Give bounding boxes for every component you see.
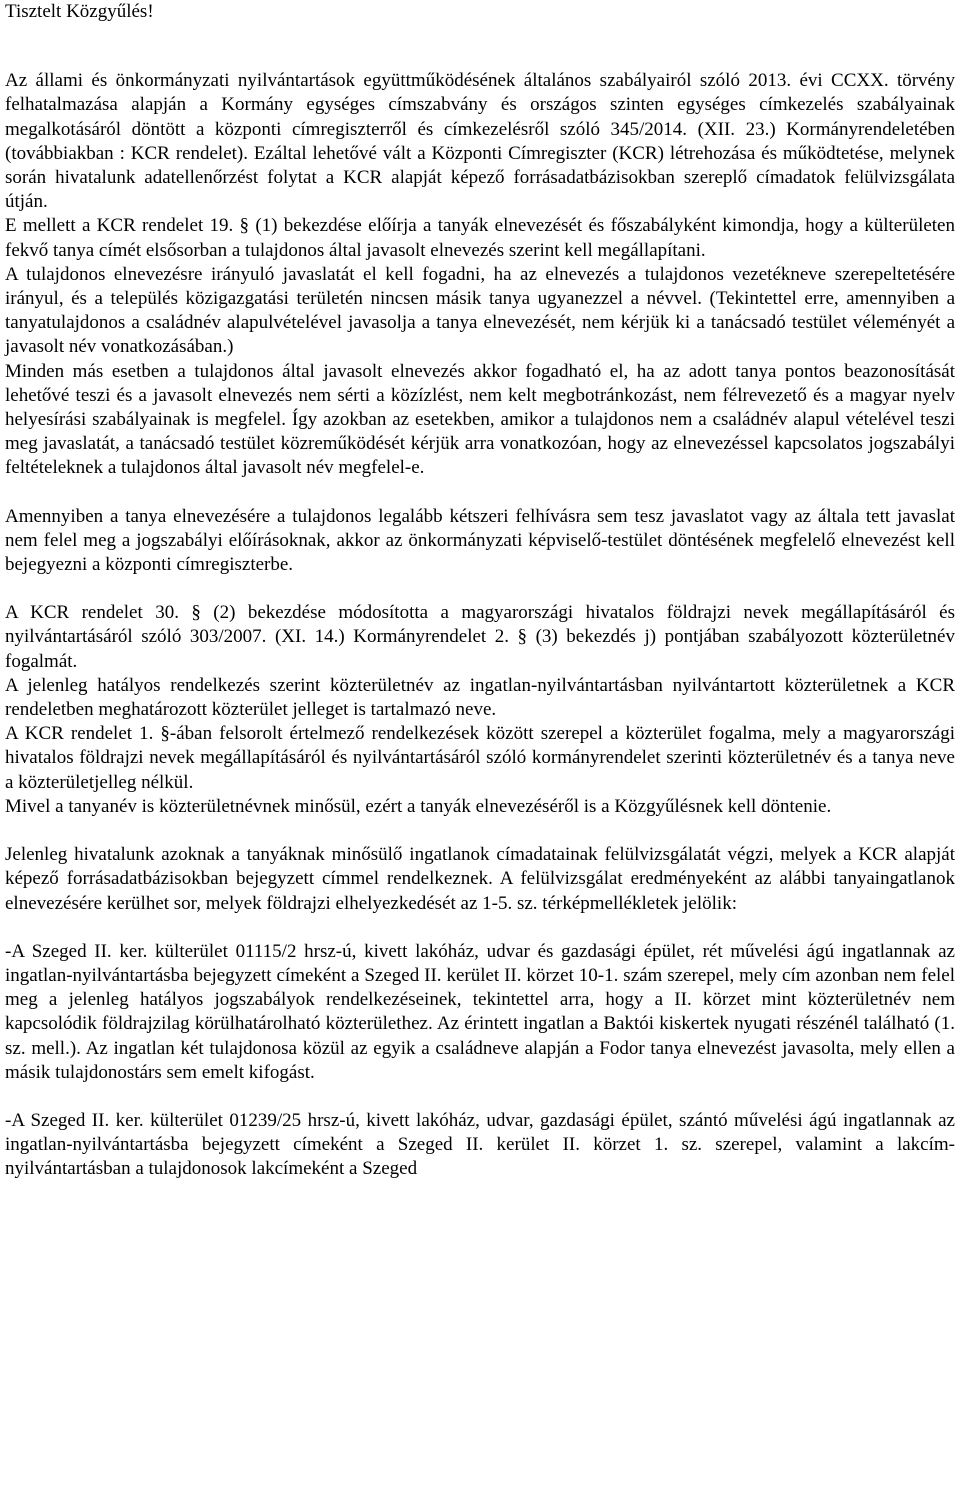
greeting: Tisztelt Közgyűlés! (5, 1, 154, 22)
paragraph-property-01115: -A Szeged II. ker. külterület 01115/2 hrsz-ú, kivett lakóház, udvar és gazdasági épület, rét művelési ágú ingatlannak az ingatlan-nyilvántartásba bejegyzett címeként a Szeged II. kerület II. körzet 10-1. szám szerepel, mely cím azonban nem felel meg a jelenleg hatályos jogszabályok rendelkezéseinek, tekintettel arra, hogy a II. körzet mint közterületnév nem kapcsolódik földrajzilag körülhatárolható közterülethez. Az érintett ingatlan a Baktói kiskertek nyugati részénél található (1. sz. mell.). Az ingatlan két tulajdonosa közül az egyik a családneve alapján a Fodor tanya elnevezést javasolta, mely ellen a másik tulajdonostárs sem emelt kifogást. (5, 940, 955, 1083)
paragraph-assembly-decision: Mivel a tanyanév is közterületnévnek minősül, ezért a tanyák elnevezéséről is a Közgyűlésnek kell döntenie. (5, 795, 832, 817)
paragraph-no-proposal: Amennyiben a tanya elnevezésére a tulajdonos legalább kétszeri felhívásra sem tesz javaslatot vagy az általa tett javaslat nem felel meg a jogszabályi előírásoknak, akkor az önkormányzati képviselő-testület döntésének megfelelő elnevezést kell bejegyezni a központi címregiszterbe. (5, 505, 955, 576)
paragraph-section-19: E mellett a KCR rendelet 19. § (1) bekezdése előírja a tanyák elnevezését és főszabályként kimondja, hogy a külterületen fekvő tanya címét elsősorban a tulajdonos által javasolt elnevezés szerint kell megállapítani. (5, 215, 955, 261)
spacer (5, 481, 955, 505)
paragraph-section-1: A KCR rendelet 1. §-ában felsorolt értelmező rendelkezések között szerepel a közterület fogalma, mely a magyarországi hivatalos földrajzi nevek megállapításáról és nyilvántartásáról szóló kormányrendelet szerinti közterületnév és a tanya neve a közterületjelleg nélkül. (5, 723, 955, 793)
paragraph-property-01239: -A Szeged II. ker. külterület 01239/25 hrsz-ú, kivett lakóház, udvar, gazdasági épület, szántó művelési ágú ingatlannak az ingatlan-nyilvántartásba bejegyzett címeként a Szeged II. kerület II. körzet 1. sz. szerepel, valamint a lakcím-nyilvántartásban a tulajdonosok lakcímeként a Szeged (5, 1109, 955, 1180)
spacer (5, 577, 955, 601)
paragraph-owner-proposal: A tulajdonos elnevezésre irányuló javaslatát el kell fogadni, ha az elnevezés a tulajdonos vezetékneve szerepeltetésére irányul, és a település közigazgatási területén nincsen másik tanya ugyanezzel a névvel. (Tekintettel erre, amennyiben a tanyatulajdonos a családnév alapulvételével javasolja a tanya elnevezését, nem kérjük ki a tanácsadó testület véleményét a javasolt név vonatkozásában.) (5, 263, 955, 358)
paragraph-intro: Az állami és önkormányzati nyilvántartások együttműködésének általános szabályairól szóló 2013. évi CCXX. törvény felhatalmazása alapján a Kormány egységes címszabvány és országos szinten egységes címkezelés szabályainak megalkotásáról döntött a központi címregiszterről és címkezelésről szóló 345/2014. (XII. 23.) Kormányrendeletében (továbbiakban : KCR rendelet). Ezáltal lehetővé vált a Központi Címregiszter (KCR) létrehozása és működtetése, melynek során hivatalunk adatellenőrzést folytat a KCR alapját képező forrásadatbázisokban szereplő címadatok felülvizsgálata útján. (5, 70, 955, 213)
spacer (5, 916, 955, 940)
paragraph-other-cases: Minden más esetben a tulajdonos által javasolt elnevezés akkor fogadható el, ha az adott tanya pontos beazonosítását lehetővé teszi és a javasolt elnevezés nem sérti a közízlést, nem kelt megbotránkozást, nem félrevezető és a magyar nyelv helyesírási szabályainak is megfelel. Így azokban az esetekben, amikor a tulajdonos nem a családnév alapul vételével teszi meg javaslatát, a tanácsadó testület közreműködését kérjük arra vonatkozóan, hogy az elnevezéssel kapcsolatos jogszabályi feltételeknek a tulajdonos által javasolt név megfelel-e. (5, 360, 955, 479)
paragraph-current-rule: A jelenleg hatályos rendelkezés szerint közterületnév az ingatlan-nyilvántartásban nyilvántartott közterületnek a KCR rendeletben meghatározott közterület jelleget is tartalmazó neve. (5, 674, 955, 721)
paragraph-section-30: A KCR rendelet 30. § (2) bekezdése módosította a magyarországi hivatalos földrajzi nevek megállapításáról és nyilvántartásáról szóló 303/2007. (XI. 14.) Kormányrendelet 2. § (3) bekezdés j) pontjában szabályozott közterületnév fogalmát. (5, 602, 955, 672)
spacer (5, 24, 955, 69)
spacer (5, 1085, 955, 1109)
paragraph-review: Jelenleg hivatalunk azoknak a tanyáknak minősülő ingatlanok címadatainak felülvizsgálatát végzi, melyek a KCR alapját képező forrásadatbázisokban bejegyzett címmel rendelkeznek. A felülvizsgálat eredményeként az alábbi tanyaingatlanok elnevezésére kerülhet sor, melyek földrajzi elhelyezkedését az 1-5. sz. térképmellékletek jelölik: (5, 844, 955, 914)
spacer (5, 819, 955, 843)
